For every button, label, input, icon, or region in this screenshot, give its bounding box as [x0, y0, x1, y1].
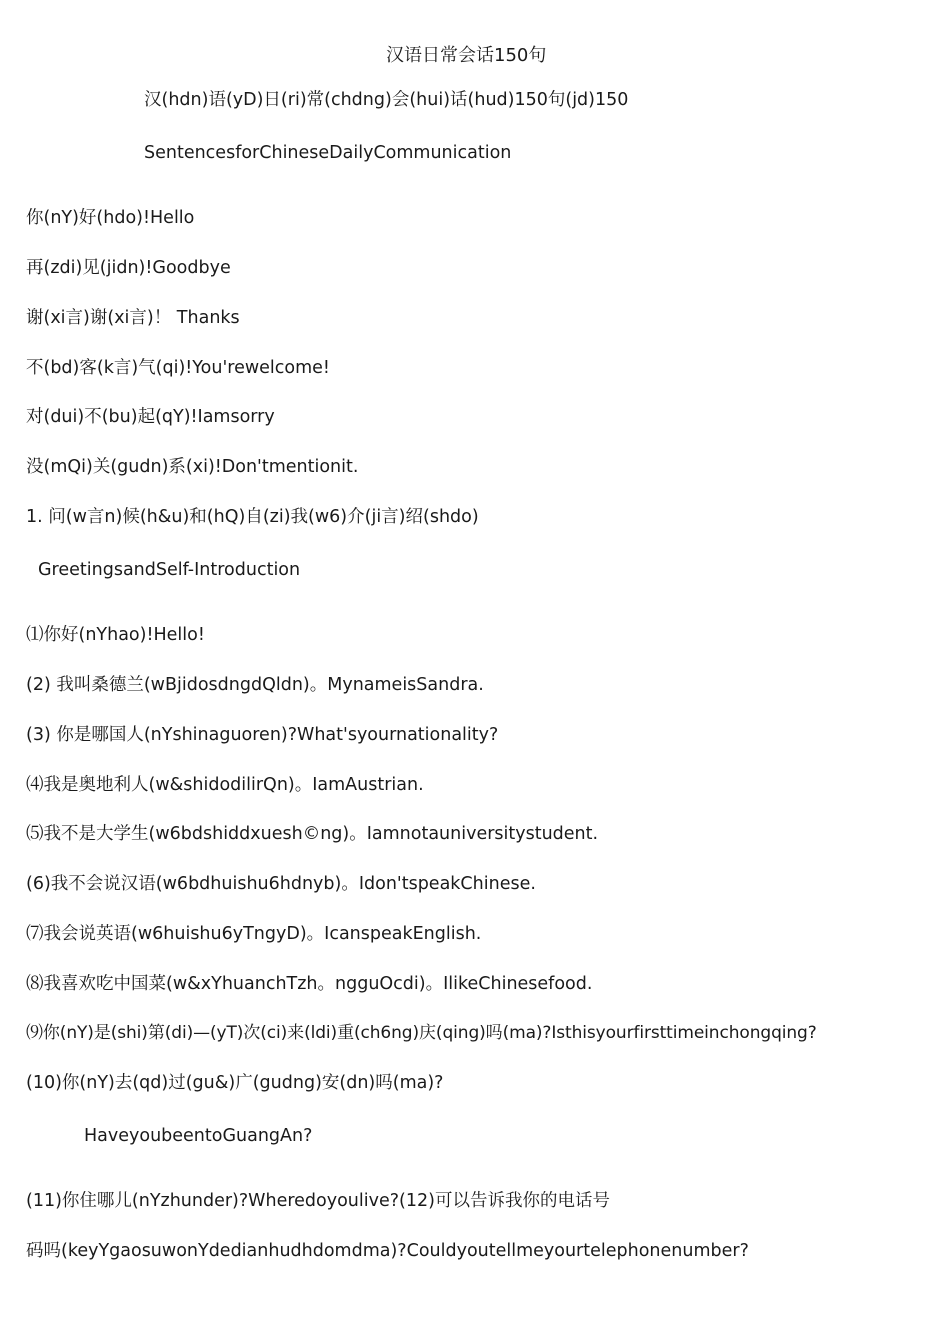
sentence-12-continued: 码吗(keyYgaosuwonYdedianhudhdomdma)?Couldyoutellmeyourtelephonenumber?	[26, 1241, 749, 1261]
sentence-3: (3) 你是哪国人(nYshinaguoren)?What'syournationality?	[26, 725, 499, 745]
sentence-8: ⑻我喜欢吃中国菜(w&xYhuanchTzh。ngguOcdi)。IlikeChinesefood.	[26, 974, 593, 994]
phrase-thanks: 谢(xi言)谢(xi言)！ Thanks	[26, 308, 240, 328]
sentence-6: (6)我不会说汉语(w6bdhuishu6hdnyb)。Idon'tspeakChinese.	[26, 874, 536, 894]
phrase-hello: 你(nY)好(hdo)!Hello	[26, 208, 195, 228]
phrase-sorry: 对(dui)不(bu)起(qY)!Iamsorry	[26, 407, 275, 427]
sentence-5: ⑸我不是大学生(w6bdshiddxuesh©ng)。Iamnotauniversitystudent.	[26, 824, 599, 844]
sentence-2: (2) 我叫桑德兰(wBjidosdngdQldn)。MynameisSandra.	[26, 675, 484, 695]
sentence-11-12: (11)你住哪儿(nYzhunder)?Wheredoyoulive?(12)可以告诉我你的电话号	[26, 1191, 610, 1211]
phrase-youre-welcome: 不(bd)客(k言)气(qi)!You'rewelcome!	[26, 358, 330, 378]
document-subtitle-pinyin: 汉(hdn)语(yD)日(ri)常(chdng)会(hui)话(hud)150句(jd)150	[144, 90, 629, 110]
phrase-dont-mention: 没(mQi)关(gudn)系(xi)!Don'tmentionit.	[26, 457, 359, 477]
phrase-goodbye: 再(zdi)见(jidn)!Goodbye	[26, 258, 231, 278]
sentence-9: ⑼你(nY)是(shi)第(di)—(yT)次(ci)来(ldi)重(ch6ng)庆(qing)吗(ma)?Isthisyourfirsttimeinchongqing?	[26, 1023, 817, 1043]
document-title: 汉语日常会话150句	[386, 45, 547, 66]
document-subtitle-english: SentencesforChineseDailyCommunication	[144, 143, 512, 163]
sentence-1: ⑴你好(nYhao)!Hello!	[26, 625, 205, 645]
section-heading: 1. 问(w言n)候(h&u)和(hQ)自(zi)我(w6)介(ji言)绍(shdo)	[26, 507, 479, 527]
sentence-10-english: HaveyoubeentoGuangAn?	[84, 1126, 313, 1146]
sentence-4: ⑷我是奥地利人(w&shidodilirQn)。IamAustrian.	[26, 775, 424, 795]
sentence-10: (10)你(nY)去(qd)过(gu&)广(gudng)安(dn)吗(ma)?	[26, 1073, 444, 1093]
section-heading-english: GreetingsandSelf-Introduction	[38, 560, 301, 580]
sentence-7: ⑺我会说英语(w6huishu6yTngyD)。IcanspeakEnglish.	[26, 924, 482, 944]
